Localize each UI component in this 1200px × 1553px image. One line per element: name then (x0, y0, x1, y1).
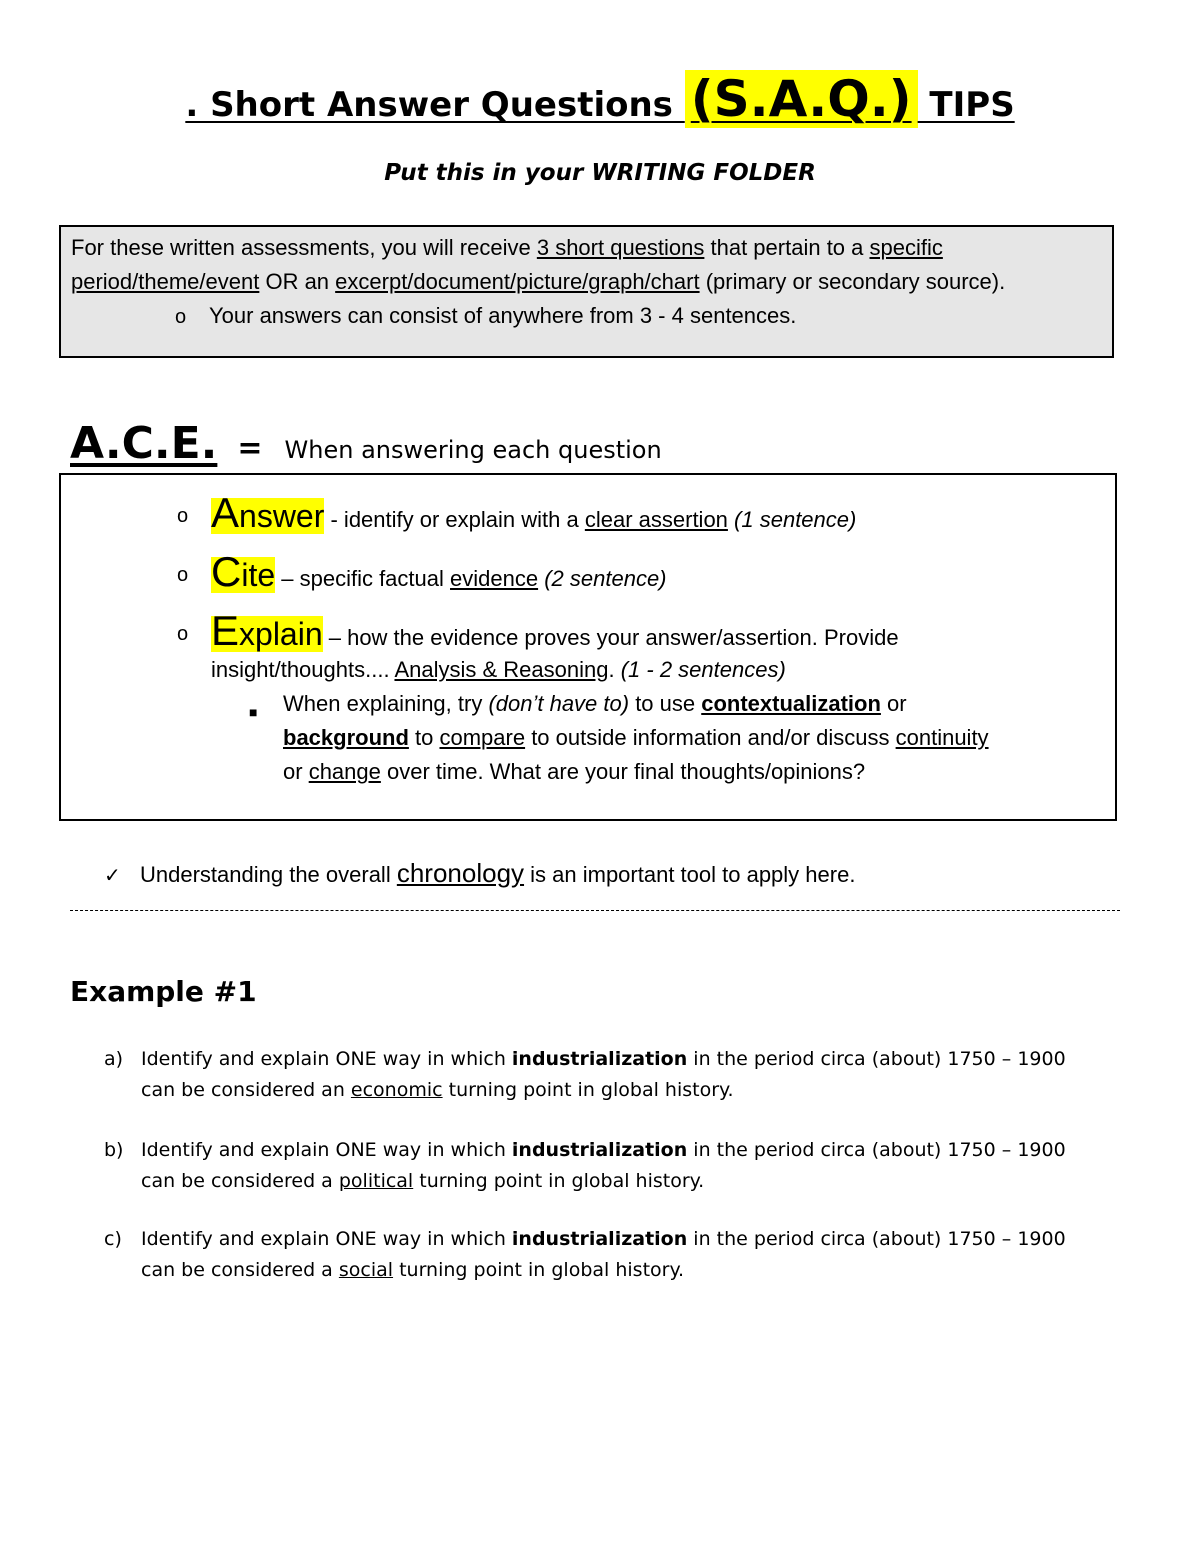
question-underline: social (338, 1259, 394, 1281)
example-title: Example #1 (70, 975, 257, 1008)
cite-italic: (2 sentence) (544, 566, 667, 591)
question-text: turning point in global history. (413, 1170, 705, 1192)
check-text: is an important tool to apply here. (524, 862, 856, 887)
question-line-1 (141, 1135, 1066, 1166)
question-text: Identify and explain ONE way in which (141, 1048, 512, 1070)
ace-answer-content (211, 489, 856, 537)
intro-underline: 3 short questions (536, 235, 705, 260)
intro-sub-bullet (71, 299, 1102, 334)
ace-box (59, 473, 1117, 821)
sub-text: over time. What are your final thoughts/opinions? (380, 759, 866, 784)
sub-underline: continuity (895, 725, 989, 750)
question-bold: industrialization (511, 1228, 688, 1250)
sub-bold-underline: background (283, 725, 409, 750)
question-line-2 (141, 1166, 704, 1197)
answer-rest: nswer (239, 498, 325, 534)
ace-cite-content (211, 548, 667, 596)
intro-text: OR an (259, 269, 336, 294)
check-underline: chronology (396, 858, 525, 888)
intro-paragraph (71, 231, 1102, 299)
sub-line-1 (283, 687, 907, 721)
question-text: in the period circa (about) 1750 – 1900 (687, 1048, 1066, 1070)
check-text: Understanding the overall (140, 862, 397, 887)
cite-highlight (211, 548, 276, 595)
intro-sub-text: Your answers can consist of anywhere from 3 - 4 sentences. (209, 303, 797, 328)
intro-underline: excerpt/document/picture/graph/chart (335, 269, 700, 294)
ace-when: When answering each question (284, 436, 662, 464)
cite-text: – specific factual (275, 566, 451, 591)
sub-text: When explaining, try (283, 691, 489, 716)
sub-bold-underline: contextualization (701, 691, 881, 716)
ace-equals: = (237, 431, 263, 466)
question-line-1 (141, 1224, 1066, 1255)
question-bold: industrialization (511, 1139, 688, 1161)
cite-cap: C (211, 548, 242, 595)
intro-text: (primary or secondary source). (699, 269, 1006, 294)
ace-title: A.C.E. (70, 418, 218, 469)
question-text: Identify and explain ONE way in which (141, 1139, 512, 1161)
question-line-1 (141, 1044, 1066, 1075)
sub-line-2 (283, 721, 989, 755)
sub-text: or (283, 759, 309, 784)
chronology-tip (104, 858, 855, 889)
question-text: in the period circa (about) 1750 – 1900 (687, 1139, 1066, 1161)
question-underline: political (338, 1170, 414, 1192)
intro-underline: specific period/theme/event (71, 235, 943, 294)
explain-l2-text: insight/thoughts.... (211, 657, 395, 682)
intro-text: For these written assessments, you will receive (71, 235, 537, 260)
question-label: b) (104, 1139, 124, 1161)
question-text: can be considered a (141, 1170, 339, 1192)
explain-l2-underline: Analysis & Reasoning (394, 657, 609, 682)
answer-highlight (211, 489, 325, 536)
sub-text: to use (629, 691, 702, 716)
sub-text: to (408, 725, 440, 750)
title-prefix: . Short Answer Questions (185, 85, 685, 125)
explain-l2-text: . (608, 657, 621, 682)
question-underline: economic (350, 1079, 443, 1101)
question-text: turning point in global history. (393, 1259, 685, 1281)
bullet-o-icon: o (177, 623, 189, 645)
page-title (0, 68, 1200, 130)
explain-rest: xplain (239, 616, 323, 652)
question-label: c) (104, 1228, 122, 1250)
bullet-o-icon: o (175, 306, 187, 328)
answer-text: - identify or explain with a (324, 507, 585, 532)
intro-text: that pertain to a (704, 235, 870, 260)
question-bold: industrialization (511, 1048, 688, 1070)
bullet-o-icon: o (177, 505, 189, 527)
ace-heading (70, 418, 662, 469)
explain-highlight (211, 607, 323, 654)
explain-cap: E (211, 607, 240, 654)
ace-explain-content (211, 607, 899, 655)
page-subtitle: Put this in your WRITING FOLDER (384, 160, 816, 186)
cite-underline: evidence (450, 566, 539, 591)
sub-underline: compare (439, 725, 526, 750)
title-underlined (185, 70, 1015, 128)
question-text: can be considered a (141, 1259, 339, 1281)
answer-underline: clear assertion (584, 507, 728, 532)
checkmark-icon: ✓ (104, 865, 121, 887)
question-text: can be considered an (141, 1079, 351, 1101)
explain-line-2 (211, 657, 786, 683)
sub-line-3 (283, 755, 865, 789)
answer-italic: (1 sentence) (734, 507, 857, 532)
title-acronym-highlight: (S.A.Q.) (685, 70, 918, 128)
answer-cap: A (211, 489, 240, 536)
dashed-divider (70, 910, 1120, 911)
explain-l2-italic: (1 - 2 sentences) (620, 657, 786, 682)
explain-text: – how the evidence proves your answer/assertion. Provide (322, 625, 899, 650)
question-line-2 (141, 1075, 734, 1106)
sub-italic: (don’t have to) (488, 691, 630, 716)
sub-text: to outside information and/or discuss (525, 725, 896, 750)
square-bullet-icon: ■ (249, 704, 258, 720)
cite-rest: ite (241, 557, 276, 593)
question-line-2 (141, 1255, 684, 1286)
bullet-o-icon: o (177, 564, 189, 586)
title-suffix: TIPS (917, 85, 1015, 125)
sub-text: or (880, 691, 907, 716)
question-text: in the period circa (about) 1750 – 1900 (687, 1228, 1066, 1250)
intro-box (59, 225, 1114, 358)
question-label: a) (104, 1048, 124, 1070)
question-text: Identify and explain ONE way in which (141, 1228, 512, 1250)
sub-underline: change (308, 759, 381, 784)
question-text: turning point in global history. (442, 1079, 734, 1101)
